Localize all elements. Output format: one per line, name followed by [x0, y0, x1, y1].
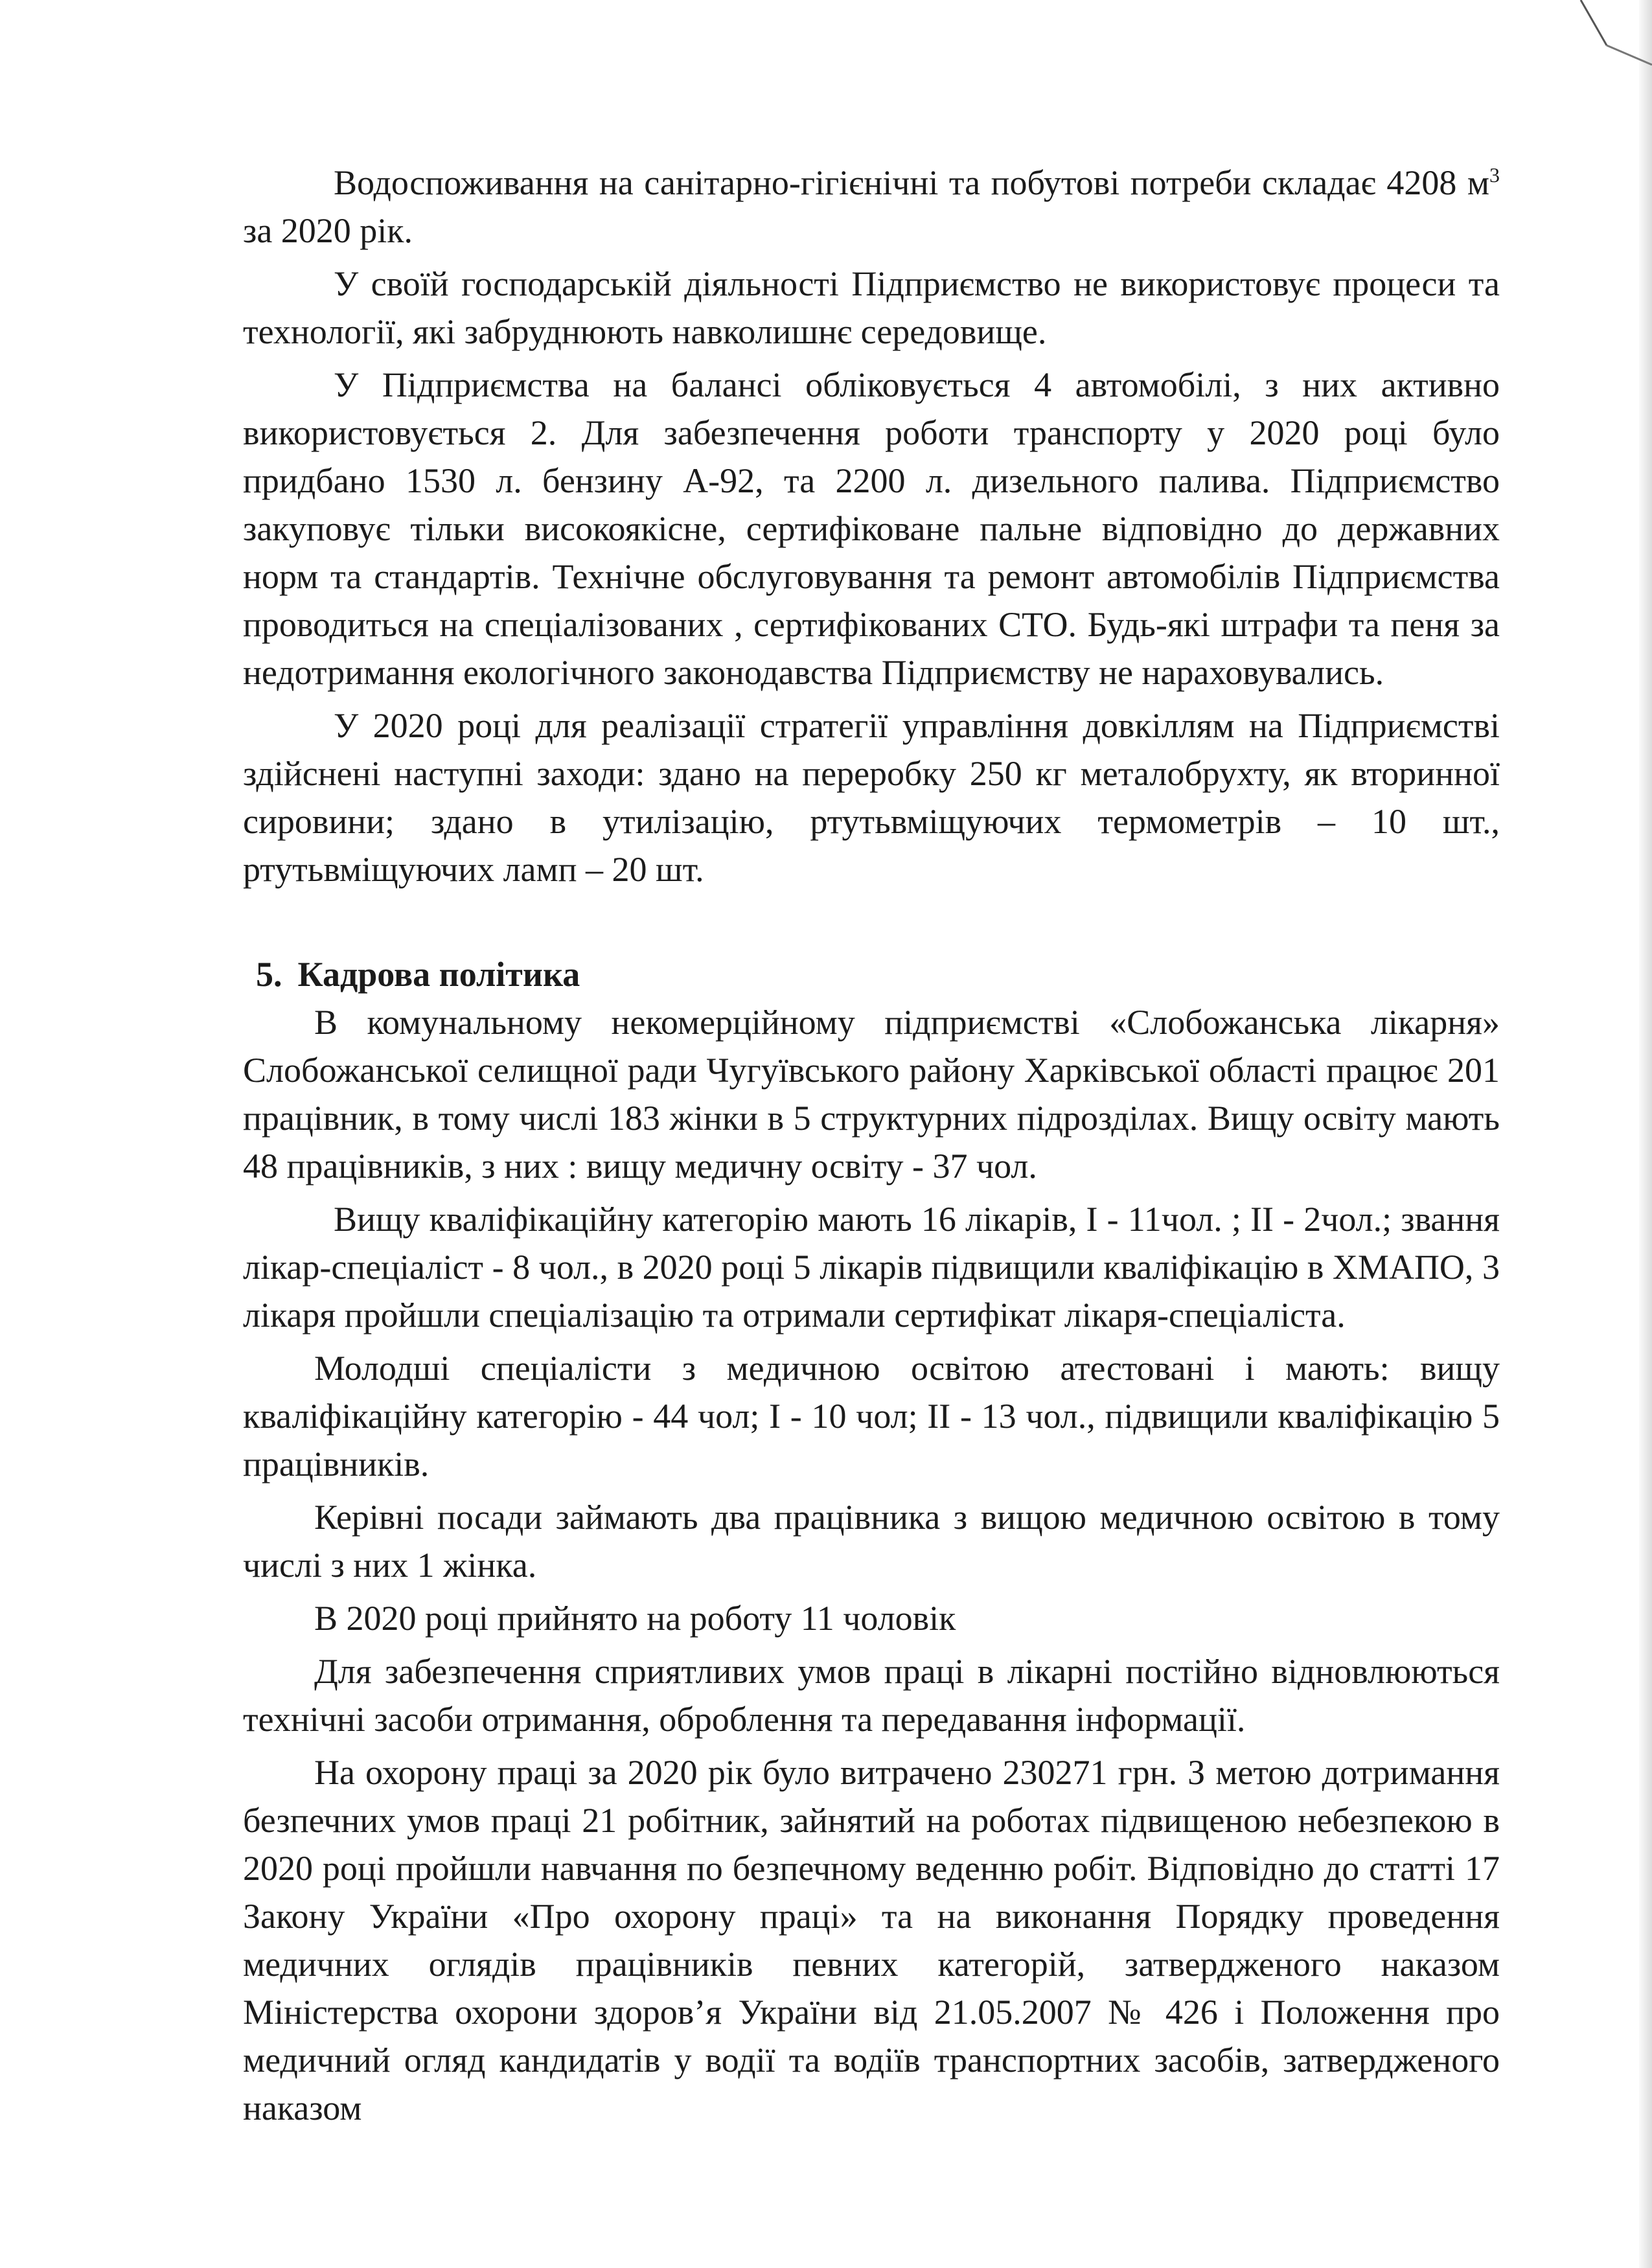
section-heading [256, 950, 1500, 998]
paragraph-junior-specialists: Молодші спеціалісти з медичною освітою атестовані і мають: вищу кваліфікаційну категорію - 44 чол; І - 10 чол; ІІ - 13 чол., підвищили кваліфікацію 5 працівників. [243, 1349, 1500, 1483]
paragraph-water-consumption [243, 159, 1500, 255]
paragraph-hiring: В 2020 році прийнято на роботу 11 чоловік [314, 1599, 956, 1638]
document-page [243, 159, 1500, 2132]
paragraph-qualification: Вищу кваліфікаційну категорію мають 16 лікарів, І - 11чол. ; ІІ - 2чол.; звання лікар-спеціаліст - 8 чол., в 2020 році 5 лікарів підвищили кваліфікацію в ХМАПО, 3 лікаря пройшли спеціалізацію та отримали сертифікат лікаря-спеціаліста. [243, 1200, 1500, 1334]
scan-edge-shadow [1639, 0, 1652, 2268]
paragraph-vehicles: У Підприємства на балансі обліковується 4 автомобілі, з них активно використовується 2. Для забезпечення роботи транспорту у 2020 році було придбано 1530 л. бензину А-92, та 2200 л. дизельного палива. Підприємство закуповує тільки високоякісне, сертифіковане пальне відповідно до державних норм та стандартів. Технічне обслуговування та ремонт автомобілів Підприємства проводиться на спеціалізованих , сертифікованих СТО. Будь-які штрафи та пеня за недотримання екологічного законодавства Підприємству не нараховувались. [243, 365, 1500, 692]
section-number: 5. [256, 955, 282, 994]
paragraph-technologies: У своїй господарській діяльності Підприємство не використовує процеси та технології, які забруднюють навколишнє середовище. [243, 264, 1500, 351]
section-title: Кадрова політика [297, 955, 580, 994]
paragraph-management: Керівні посади займають два працівника з вищою медичною освітою в тому числі з них 1 жінка. [243, 1498, 1500, 1585]
paragraph-text: Водоспоживання на санітарно-гігієнічні та побутові потреби складає 4208 м [334, 163, 1489, 202]
paragraph-text-tail: за 2020 рік. [243, 211, 413, 250]
superscript: 3 [1489, 163, 1500, 187]
paragraph-labor-protection: На охорону праці за 2020 рік було витрачено 230271 грн. З метою дотримання безпечних умов праці 21 робітник, зайнятий на роботах підвищеною небезпекою в 2020 році пройшли навчання по безпечному веденню робіт. Відповідно до статті 17 Закону України «Про охорону праці» та на виконання Порядку проведення медичних оглядів працівників певних категорій, затвердженого наказом Міністерства охорони здоров’я України від 21.05.2007 № 426 і Положення про медичний огляд кандидатів у водії та водіїв транспортних засобів, затвердженого наказом [243, 1753, 1500, 2127]
paragraph-staff: В комунальному некомерційному підприємстві «Слобожанська лікарня» Слобожанської селищної ради Чугуївського району Харківської області працює 201 працівник, в тому числі 183 жінки в 5 структурних підрозділах. Вищу освіту мають 48 працівників, з них : вищу медичну освіту - 37 чол. [243, 1003, 1500, 1186]
paragraph-environment-measures: У 2020 році для реалізації стратегії управління довкіллям на Підприємстві здійснені наступні заходи: здано на переробку 250 кг металобрухту, як вторинної сировини; здано в утилізацію, ртутьвміщуючих термометрів – 10 шт., ртутьвміщуючих ламп – 20 шт. [243, 706, 1500, 889]
paragraph-work-conditions: Для забезпечення сприятливих умов праці в лікарні постійно відновлюються технічні засоби отримання, оброблення та передавання інформації. [243, 1652, 1500, 1739]
folded-corner-mark [1568, 0, 1652, 78]
